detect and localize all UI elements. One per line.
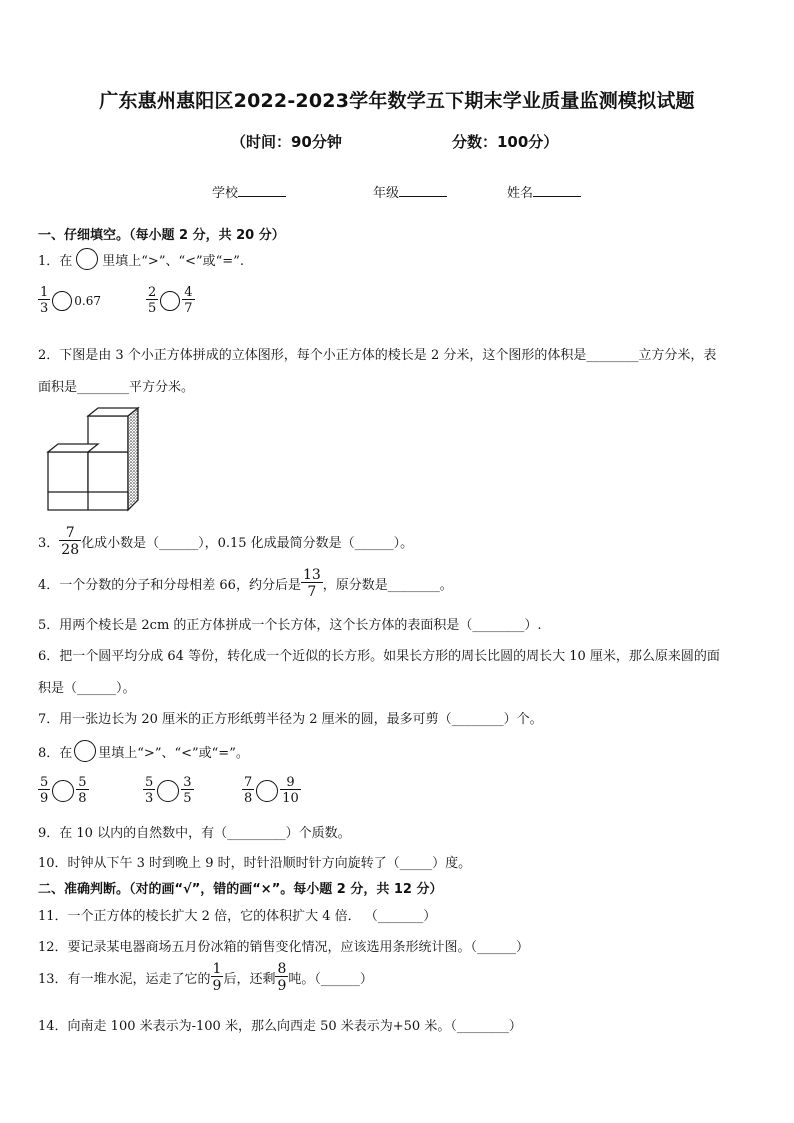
numerator: 7: [244, 775, 253, 790]
denominator: 10: [282, 791, 299, 806]
q8-compare-3: [242, 776, 301, 805]
question-13: [38, 962, 373, 993]
denominator: 3: [145, 791, 154, 806]
q13-text-c: 吨。（______）: [288, 972, 373, 987]
school-label: 学校: [212, 186, 239, 201]
numerator: 2: [148, 285, 157, 300]
fraction: [146, 286, 158, 315]
fraction: [242, 776, 254, 805]
grade-label: 年级: [373, 186, 400, 201]
q8-text-b: 里填上“>”、“<”或“=”。: [98, 745, 249, 761]
q4-text-a: 4．一个分数的分子和分母相差 66，约分后是: [38, 578, 301, 593]
time-label: （时间：90分钟: [231, 133, 342, 151]
q8-compare-2: [143, 776, 194, 805]
fraction: [275, 962, 288, 993]
three-cube-figure: [46, 404, 142, 512]
answer-circle-icon: [74, 740, 96, 762]
denominator: 9: [277, 978, 287, 994]
question-6-line-1: 6．把一个圆平均分成 64 等份，转化成一个近似的长方形。如果长方形的周长比圆的周长大 10 厘米，那么原来圆的面: [38, 649, 720, 664]
denominator: 5: [183, 791, 192, 806]
numerator: 5: [40, 775, 49, 790]
compare-circle[interactable]: [256, 780, 278, 802]
denominator: 7: [184, 301, 193, 316]
fraction: [301, 568, 323, 599]
question-10: 10．时钟从下午 3 时到晚上 9 时，时针沿顺时针方向旋转了（_____）度。: [38, 856, 472, 871]
question-8: [38, 740, 249, 762]
numerator: 3: [183, 775, 192, 790]
question-14: 14．向南走 100 米表示为-100 米，那么向西走 50 米表示为+50 米。（________）: [38, 1019, 522, 1034]
q1-text-a: 1．在: [38, 253, 73, 269]
question-6-line-2: 积是（______）。: [38, 681, 136, 696]
q13-text-b: 后，还剩: [223, 972, 276, 987]
numerator: 5: [78, 775, 87, 790]
denominator: 9: [40, 791, 49, 806]
section-1-heading: 一、仔细填空。（每小题 2 分，共 20 分）: [38, 228, 285, 243]
q3-text: 化成小数是（______），0.15 化成最简分数是（______）。: [81, 536, 414, 551]
section-2-heading: 二、准确判断。（对的画“√”，错的画“×”。每小题 2 分，共 12 分）: [38, 882, 443, 897]
fraction: [211, 962, 224, 993]
name-field[interactable]: [507, 182, 581, 201]
denominator: 7: [307, 584, 317, 600]
score-label: 分数：100分）: [452, 133, 559, 151]
denominator: 8: [244, 791, 253, 806]
compare-circle[interactable]: [52, 291, 72, 311]
numerator: 5: [145, 775, 154, 790]
denominator: 5: [148, 301, 157, 316]
denominator: 8: [78, 791, 87, 806]
fraction: [76, 776, 88, 805]
answer-circle-icon: [76, 248, 98, 270]
grade-field[interactable]: [373, 182, 447, 201]
question-7: 7．用一张边长为 20 厘米的正方形纸剪半径为 2 厘米的圆，最多可剪（________）个。: [38, 712, 543, 727]
name-blank[interactable]: [533, 184, 581, 197]
numerator: 13: [302, 567, 321, 583]
question-5: 5．用两个棱长是 2cm 的正方体拼成一个长方体，这个长方体的表面积是（________）.: [38, 618, 542, 633]
question-2-line-2: 面积是________平方分米。: [38, 380, 195, 395]
denominator: 3: [40, 301, 49, 316]
numerator: 1: [212, 961, 222, 977]
fraction: [143, 776, 155, 805]
numerator: 4: [184, 285, 193, 300]
school-field[interactable]: [212, 182, 286, 201]
denominator: 28: [61, 542, 80, 558]
question-12: 12．要记录某电器商场五月份冰箱的销售变化情况，应该选用条形统计图。（______）: [38, 940, 530, 955]
numerator: 9: [280, 776, 301, 790]
question-3: [38, 526, 413, 557]
decimal-value: 0.67: [74, 293, 101, 308]
q4-text-b: ，原分数是________。: [322, 578, 453, 593]
fraction: [182, 286, 194, 315]
compare-circle[interactable]: [157, 780, 179, 802]
q3-number: 3．: [38, 536, 60, 551]
fraction: [38, 286, 50, 315]
numerator: 8: [277, 961, 287, 977]
exam-title: 广东惠州惠阳区2022-2023学年数学五下期末学业质量监测模拟试题: [99, 90, 695, 112]
q1-compare-1: [38, 286, 101, 315]
fraction: [59, 526, 81, 557]
fraction: [38, 776, 50, 805]
q13-text-a: 13．有一堆水泥，运走了它的: [38, 972, 211, 987]
question-1: [38, 248, 244, 270]
numerator: 7: [59, 526, 81, 541]
q1-text-b: 里填上“>”、“<”或“=”.: [102, 253, 244, 269]
question-2-line-1: 2．下图是由 3 个小正方体拼成的立体图形，每个小正方体的棱长是 2 分米，这个图形的体积是________立方分米，表: [38, 348, 717, 363]
question-4: [38, 568, 453, 599]
question-11: 11．一个正方体的棱长扩大 2 倍，它的体积扩大 4 倍． （_______）: [38, 909, 437, 924]
numerator: 1: [40, 285, 49, 300]
fraction: [280, 776, 301, 805]
school-blank[interactable]: [238, 184, 286, 197]
fraction: [181, 776, 193, 805]
q1-compare-2: [146, 286, 195, 315]
denominator: 9: [212, 978, 222, 994]
compare-circle[interactable]: [160, 291, 180, 311]
q8-compare-1: [38, 776, 89, 805]
question-9: 9．在 10 以内的自然数中，有（_________）个质数。: [38, 826, 351, 841]
name-label: 姓名: [507, 186, 534, 201]
q8-text-a: 8．在: [38, 745, 73, 761]
grade-blank[interactable]: [399, 184, 447, 197]
compare-circle[interactable]: [52, 780, 74, 802]
